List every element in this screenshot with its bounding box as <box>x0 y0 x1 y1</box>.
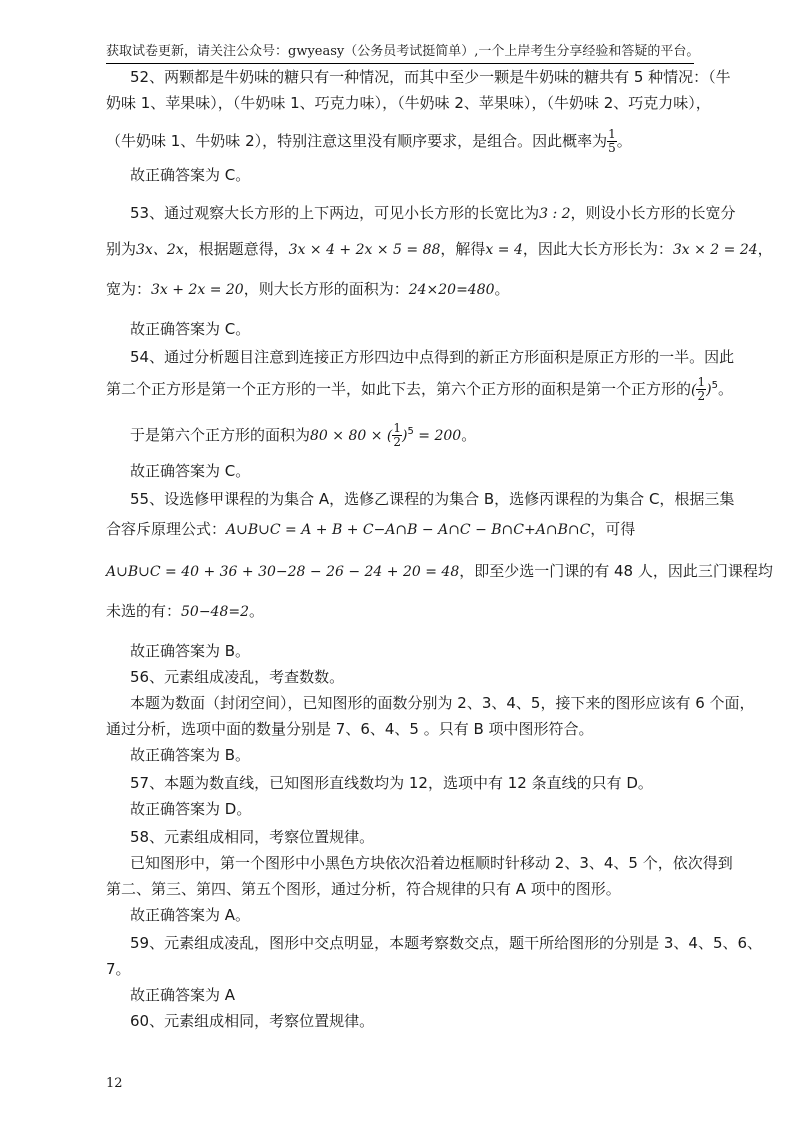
q59-answer: 故正确答案为 A <box>130 986 236 1004</box>
q52-line1: 52、两颗都是牛奶味的糖只有一种情况，而其中至少一颗是牛奶味的糖共有 5 种情况：（牛 <box>130 68 731 86</box>
q55-line4 <box>106 600 264 621</box>
q53-text: ，根据题意得， <box>183 240 289 258</box>
q53-math: x = 4 <box>485 242 523 258</box>
q55-text: ，即至少选一门课的有 48 人，因此三门课程均 <box>459 562 773 580</box>
q57-title: 57、本题为数直线，已知图形直线数均为 12，选项中有 12 条直线的只有 D。 <box>130 774 653 792</box>
q60-title: 60、元素组成相同，考察位置规律。 <box>130 1012 375 1030</box>
q55-line3 <box>106 560 773 581</box>
q55-formula: A∪B∪C = 40 + 36 + 30−28 − 26 − 24 + 20 = 48 <box>106 564 460 580</box>
q54-line3 <box>130 422 476 449</box>
q53-text: ，则大长方形的面积为： <box>243 280 409 298</box>
fraction-numerator: 1 <box>608 127 616 141</box>
q54-math: = 200 <box>413 428 462 444</box>
q53-math: 3x × 2 = 24 <box>672 242 758 258</box>
q52-fraction <box>607 128 617 155</box>
q54-exponent: 5 <box>407 426 414 437</box>
q55-text: 未选的有： <box>106 602 182 620</box>
q58-title: 58、元素组成相同，考察位置规律。 <box>130 828 375 846</box>
q55-text: 。 <box>249 602 265 620</box>
q55-text: 合容斥原理公式： <box>106 520 227 538</box>
q56-answer: 故正确答案为 B。 <box>130 746 251 764</box>
q53-text: ，则设小长方形的长宽分 <box>570 204 736 222</box>
q53-text: ，解得 <box>440 240 486 258</box>
q53-math: 24×20=480 <box>408 282 495 298</box>
q58-answer: 故正确答案为 A。 <box>130 906 251 924</box>
q55-line1: 55、设选修甲课程的为集合 A，选修乙课程的为集合 B，选修丙课程的为集合 C，根据三集 <box>130 490 735 508</box>
q57-answer: 故正确答案为 D。 <box>130 800 252 818</box>
q53-text: ， <box>757 240 773 258</box>
q54-math: 80 × 80 × ( <box>310 428 393 444</box>
page-header: 获取试卷更新，请关注公众号：gwyeasy（公务员考试挺简单）,一个上岸考生分享经验和答疑的平台。 <box>106 40 694 64</box>
q52-line2: 奶味 1、苹果味），（牛奶味 1、巧克力味），（牛奶味 2、苹果味），（牛奶味 2、巧克力味）， <box>106 94 711 112</box>
q52-answer: 故正确答案为 C。 <box>130 166 251 184</box>
q58-body2: 第二、第三、第四、第五个图形，通过分析，符合规律的只有 A 项中的图形。 <box>106 880 621 898</box>
q53-text: ，因此大长方形长为： <box>522 240 673 258</box>
fraction-denominator: 2 <box>697 389 706 403</box>
q54-paren-open: ( <box>691 382 697 398</box>
fraction-numerator: 1 <box>697 375 706 389</box>
q56-title: 56、元素组成凌乱，考查数数。 <box>130 668 345 686</box>
q55-math: 50−48=2 <box>181 604 250 620</box>
q54-text: 。 <box>461 426 477 444</box>
q53-text: 别为 <box>106 240 137 258</box>
q54-exponent: 5 <box>711 380 718 391</box>
q55-formula: A∪B∪C = A + B + C−A∩B − A∩C − B∩C+A∩B∩C <box>226 522 591 538</box>
q53-ratio: 3 : 2 <box>539 206 571 222</box>
q54-text: 。 <box>717 380 733 398</box>
q55-text: ，可得 <box>590 520 636 538</box>
q52-line3-text: （牛奶味 1、牛奶味 2），特别注意这里没有顺序要求，是组合。因此概率为 <box>106 132 608 150</box>
q54-math: ) <box>402 428 408 444</box>
q53-math: 3x + 2x = 20 <box>151 282 244 298</box>
q55-answer: 故正确答案为 B。 <box>130 642 251 660</box>
q53-line3 <box>106 278 510 299</box>
q54-text: 第二个正方形是第一个正方形的一半，如此下去，第六个正方形的面积是第一个正方形的 <box>106 380 692 398</box>
q56-body2: 通过分析，选项中面的数量分别是 7、6、4、5 。只有 B 项中图形符合。 <box>106 720 594 738</box>
q59-line1: 59、元素组成凌乱，图形中交点明显，本题考察数交点，题干所给图形的分别是 3、4、5、6、 <box>130 934 763 952</box>
fraction-numerator: 1 <box>393 421 402 435</box>
q53-line1 <box>130 202 736 223</box>
q58-body1: 已知图形中，第一个图形中小黑色方块依次沿着边框顺时针移动 2、3、4、5 个，依次得到 <box>130 854 733 872</box>
q53-math: 3x、2x <box>136 242 184 258</box>
q53-text: 。 <box>494 280 510 298</box>
q53-text: 宽为： <box>106 280 152 298</box>
q54-text: 于是第六个正方形的面积为 <box>130 426 311 444</box>
fraction-denominator: 5 <box>608 141 616 155</box>
q54-paren-close: ) <box>706 382 712 398</box>
q55-line2 <box>106 518 635 539</box>
q52-line3-end: 。 <box>616 132 632 150</box>
q54-line1: 54、通过分析题目注意到连接正方形四边中点得到的新正方形面积是原正方形的一半。因此 <box>130 348 735 366</box>
q56-body1: 本题为数面（封闭空间），已知图形的面数分别为 2、3、4、5，接下来的图形应该有 6 个面， <box>130 694 755 712</box>
q54-half-fraction-2 <box>392 422 402 449</box>
page-number: 12 <box>106 1076 123 1091</box>
q53-text: 53、通过观察大长方形的上下两边，可见小长方形的长宽比为 <box>130 204 540 222</box>
q54-answer: 故正确答案为 C。 <box>130 462 251 480</box>
q53-line2 <box>106 238 773 259</box>
q54-half-fraction <box>696 376 706 403</box>
q53-answer: 故正确答案为 C。 <box>130 320 251 338</box>
q53-math: 3x × 4 + 2x × 5 = 88 <box>288 242 441 258</box>
q59-line2: 7。 <box>106 960 131 978</box>
fraction-denominator: 2 <box>393 435 402 449</box>
q52-line3 <box>106 128 632 155</box>
q54-line2 <box>106 376 733 403</box>
